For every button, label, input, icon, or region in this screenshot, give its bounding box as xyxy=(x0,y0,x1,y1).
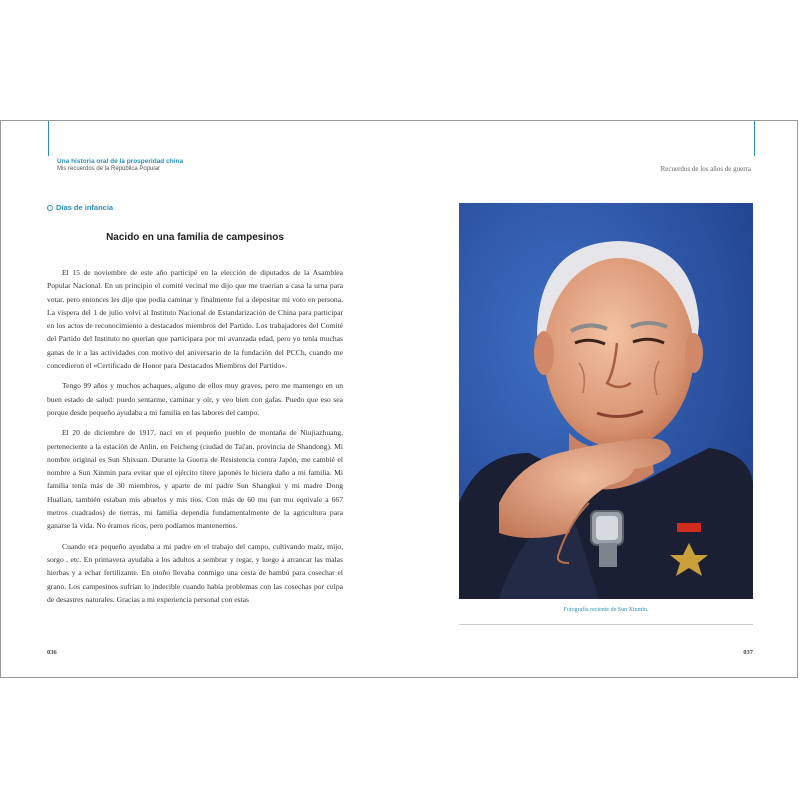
series-subtitle: Mis recuerdos de la República Popular xyxy=(57,166,161,172)
section-label xyxy=(47,203,113,212)
right-page xyxy=(400,121,799,677)
chapter-title: Nacido en una familia de campesinos xyxy=(106,232,284,243)
caption-rule xyxy=(459,624,753,625)
page-number-left: 036 xyxy=(47,649,57,656)
running-head: Recuerdos de los años de guerra xyxy=(660,165,751,173)
book-spread xyxy=(0,120,798,678)
page-number-right: 037 xyxy=(743,649,753,656)
paragraph: Tengo 99 años y muchos achaques, alguno de ellos muy graves, pero me mantengo en un buen estado de salud: puedo sentarme, caminar y oír, y veo bien con gafas. Puedo que eso sea porque desde pequeño ayudaba a mi familia en las labores del campo. xyxy=(47,381,343,417)
paragraph: Cuando era pequeño ayudaba a mi padre en el trabajo del campo, cultivando maíz, mijo, sorgo , etc. En primavera ayudaba a los adultos a sembrar y regar, y luego a arrancar las malas hierbas y a echar fertilizante. En otoño llevaba conmigo una cesta de bambú para cosechar el grano. Los campesinos sufrían lo indecible cuando había problemas con las cosechas por culpa de desastres naturales. Gracias a mi experiencia personal con estas xyxy=(47,541,343,604)
left-page xyxy=(1,121,400,677)
series-title: Una historia oral de la prosperidad china xyxy=(57,158,184,165)
portrait-photo xyxy=(459,203,753,599)
paragraph: El 20 de diciembre de 1917, nací en el pequeño pueblo de montaña de Niujiazhuang, perteneciente a la estación de Anlin, en Feicheng (ciudad de Tai'an, provincia de Shandong). Mi nombre original es Sun Shixuan. Durante la Guerra de Resistencia contra Japón, me cambié el nombre a Sun Xinmin para evitar que el ejército títere japonés le hiciera daño a mi familia. Mi familia tenía más de 30 miembros, y aparte de mi padre Sun Shangkui y mi madre Dong Hualian, también estaban mis abuelos y mis tíos. Con más de 60 mu (un mu equivale a 667 metros cuadrados) de tierras, mi familia dependía fundamentalmente de la agricultura para ganarse la vida. No éramos ricos, pero podíamos mantenernos. xyxy=(47,428,343,531)
circle-icon xyxy=(47,205,53,211)
photo-caption: Fotografía reciente de Sun Xinmin. xyxy=(563,607,649,613)
header-rule xyxy=(48,121,49,156)
portrait-illustration xyxy=(459,203,753,599)
paragraph: El 15 de noviembre de este año participé en la elección de diputados de la Asamblea Popular Nacional. En un principio el comité vecinal me dijo que me traerían a casa la urna para votar, pero entonces les dije que podía caminar y finalmente fui a depositar mi voto en persona. La víspera del 1 de julio volví al Instituto Nacional de Estandarización de China para participar en los actos de reconocimiento a destacados miembros del Partido. Los trabajadores del Comité del Partido del Instituto no querían que participara por mi avanzada edad, pero yo tenía muchas ganas de ir a las actividades con motivo del aniversario de la fundación del PCCh, cuando me concedieron el «Certificado de Honor para Destacados Miembros del Partido». xyxy=(47,268,343,371)
body-text xyxy=(47,266,343,613)
header-rule xyxy=(754,121,755,156)
section-label-text: Días de infancia xyxy=(56,203,114,212)
